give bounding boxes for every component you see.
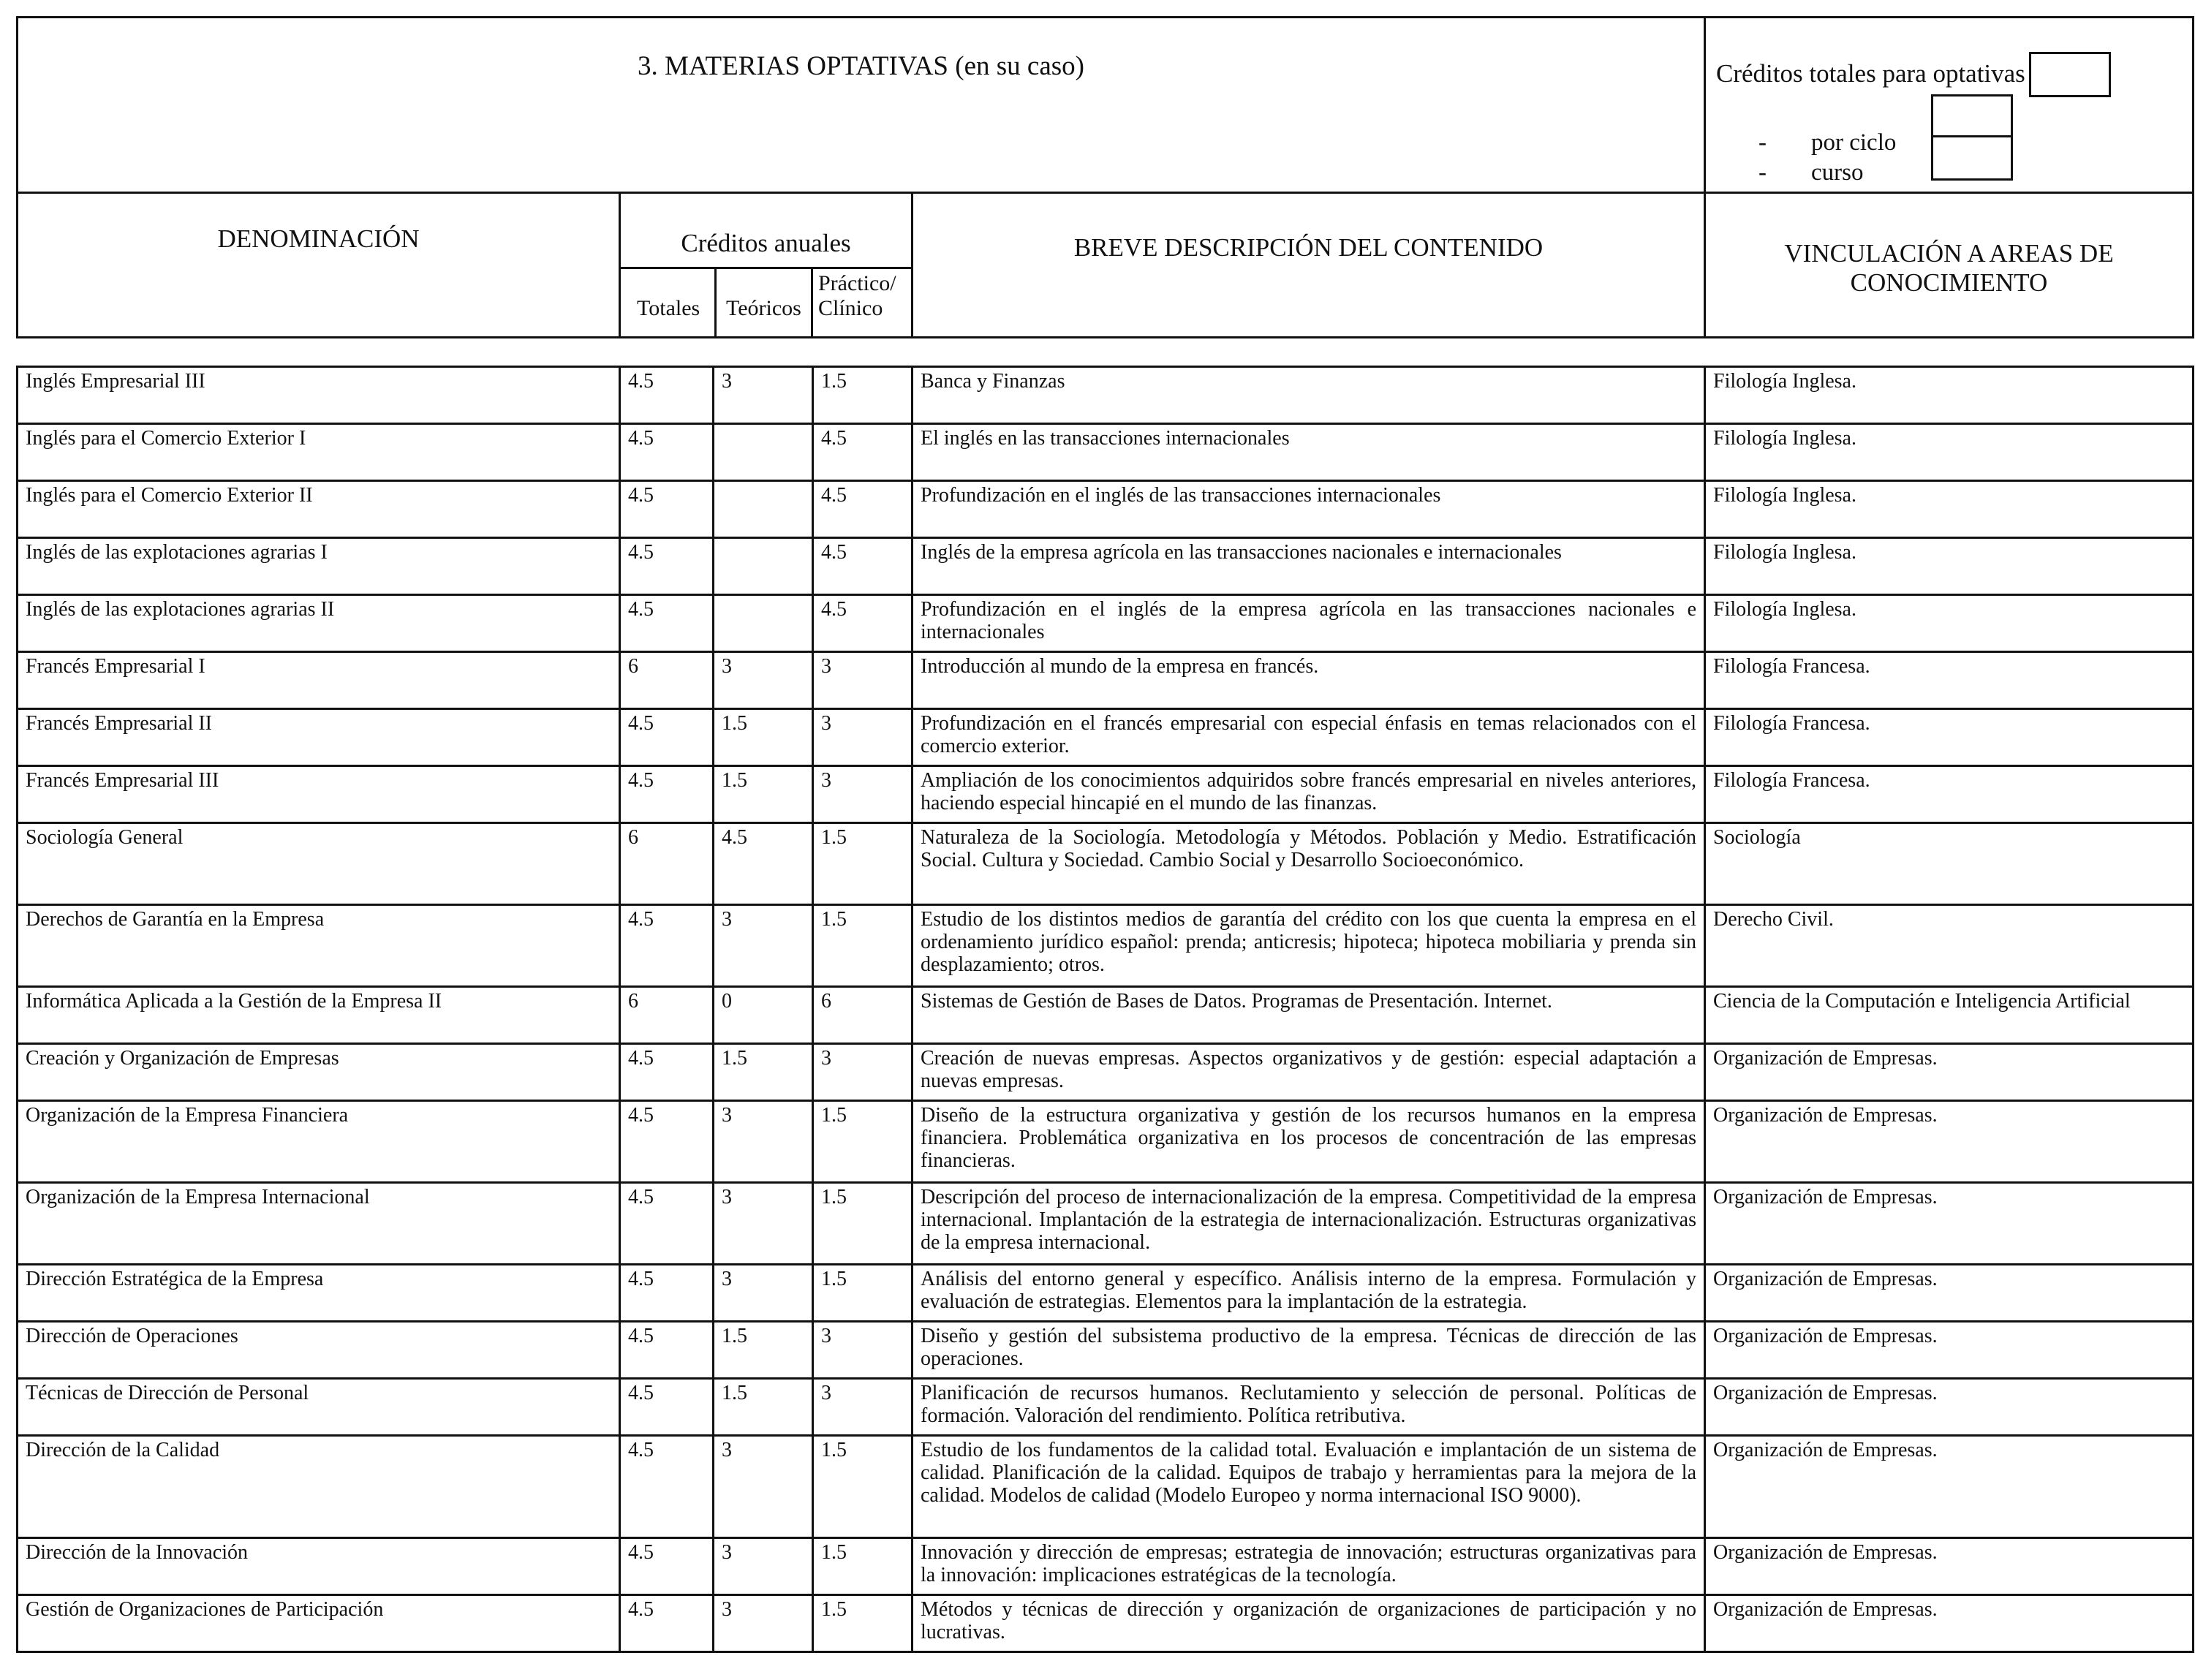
knowledge-area: Organización de Empresas. (1705, 1101, 2194, 1183)
credits-totales: 4.5 (620, 1044, 714, 1101)
credits-practicos: 1.5 (813, 1101, 913, 1183)
credits-teoricos (714, 481, 813, 538)
subject-description: Planificación de recursos humanos. Reclutamiento y selección de personal. Políticas de formación. Valoración del rendimiento. Política retributiva. (913, 1379, 1705, 1436)
credits-totales: 4.5 (620, 1101, 714, 1183)
credits-practicos: 1.5 (813, 823, 913, 905)
table-row (18, 709, 2194, 766)
table-row (18, 1436, 2194, 1538)
credits-totales: 4.5 (620, 367, 714, 424)
divider (621, 267, 911, 269)
table-row (18, 1322, 2194, 1379)
table-row (18, 987, 2194, 1044)
creditos-totales-box (2029, 52, 2111, 97)
credits-teoricos: 0 (714, 987, 813, 1044)
subject-description: Introducción al mundo de la empresa en francés. (913, 652, 1705, 709)
credits-totales: 4.5 (620, 1538, 714, 1595)
credits-practicos: 1.5 (813, 367, 913, 424)
col-creditos-anuales (620, 193, 913, 338)
credits-totales: 4.5 (620, 1322, 714, 1379)
subject-description: Diseño y gestión del subsistema productivo de la empresa. Técnicas de dirección de las operaciones. (913, 1322, 1705, 1379)
table-row (18, 367, 2194, 424)
header-table (16, 16, 2192, 336)
credits-teoricos: 3 (714, 652, 813, 709)
knowledge-area: Organización de Empresas. (1705, 1265, 2194, 1322)
subject-description: Profundización en el inglés de las transacciones internacionales (913, 481, 1705, 538)
section-title: 3. MATERIAS OPTATIVAS (en su caso) (638, 51, 1084, 81)
subjects-table (16, 366, 2192, 1653)
subject-name: Inglés de las explotaciones agrarias II (18, 595, 620, 652)
knowledge-area: Sociología (1705, 823, 2194, 905)
credits-teoricos: 3 (714, 1183, 813, 1265)
knowledge-area: Organización de Empresas. (1705, 1044, 2194, 1101)
subject-description: Métodos y técnicas de dirección y organización de organizaciones de participación y no lucrativas. (913, 1595, 1705, 1652)
subject-name: Dirección de Operaciones (18, 1322, 620, 1379)
credits-teoricos: 3 (714, 1436, 813, 1538)
credits-teoricos: 1.5 (714, 1379, 813, 1436)
subject-name: Sociología General (18, 823, 620, 905)
title-cell (18, 18, 1705, 193)
table-row (18, 1044, 2194, 1101)
credits-practicos: 4.5 (813, 538, 913, 595)
subject-description: Ampliación de los conocimientos adquiridos sobre francés empresarial en niveles anteriores, haciendo especial hincapié en el mundo de las finanzas. (913, 766, 1705, 823)
credits-practicos: 4.5 (813, 595, 913, 652)
credits-summary-cell (1705, 18, 2194, 193)
knowledge-area: Filología Francesa. (1705, 709, 2194, 766)
credits-totales: 4.5 (620, 481, 714, 538)
credits-practicos: 3 (813, 1044, 913, 1101)
subjects-table-body (18, 367, 2194, 1652)
knowledge-area: Organización de Empresas. (1705, 1538, 2194, 1595)
credits-practicos: 4.5 (813, 424, 913, 481)
credits-practicos: 1.5 (813, 1595, 913, 1652)
table-row (18, 595, 2194, 652)
subject-name: Francés Empresarial II (18, 709, 620, 766)
table-row (18, 766, 2194, 823)
credits-teoricos: 3 (714, 1538, 813, 1595)
credits-totales: 4.5 (620, 1595, 714, 1652)
knowledge-area: Filología Inglesa. (1705, 538, 2194, 595)
subject-name: Gestión de Organizaciones de Participación (18, 1595, 620, 1652)
knowledge-area: Filología Francesa. (1705, 766, 2194, 823)
ciclo-curso-labels (1758, 128, 1896, 188)
knowledge-area: Organización de Empresas. (1705, 1379, 2194, 1436)
subject-name: Inglés de las explotaciones agrarias I (18, 538, 620, 595)
subject-description: Profundización en el inglés de la empresa agrícola en las transacciones nacionales e internacionales (913, 595, 1705, 652)
por-ciclo-label: por ciclo (1811, 129, 1897, 156)
subject-description: Banca y Finanzas (913, 367, 1705, 424)
table-row (18, 424, 2194, 481)
credits-teoricos: 3 (714, 367, 813, 424)
subject-description: Estudio de los distintos medios de garantía del crédito con los que cuenta la empresa en el ordenamiento jurídico español: prenda; anticresis; hipoteca; hipoteca mobiliaria y prenda sin desplazamiento; otros. (913, 905, 1705, 987)
subject-name: Dirección Estratégica de la Empresa (18, 1265, 620, 1322)
credits-practicos: 3 (813, 709, 913, 766)
credits-practicos: 6 (813, 987, 913, 1044)
subject-name: Francés Empresarial I (18, 652, 620, 709)
knowledge-area: Filología Inglesa. (1705, 481, 2194, 538)
knowledge-area: Organización de Empresas. (1705, 1183, 2194, 1265)
table-row (18, 823, 2194, 905)
subject-name: Dirección de la Innovación (18, 1538, 620, 1595)
credits-practicos: 3 (813, 766, 913, 823)
credits-practicos: 1.5 (813, 905, 913, 987)
credits-teoricos: 3 (714, 1265, 813, 1322)
subject-name: Organización de la Empresa Financiera (18, 1101, 620, 1183)
col-denominacion: DENOMINACIÓN (18, 193, 620, 338)
subject-name: Organización de la Empresa Internacional (18, 1183, 620, 1265)
table-row (18, 538, 2194, 595)
knowledge-area: Organización de Empresas. (1705, 1436, 2194, 1538)
subject-description: Creación de nuevas empresas. Aspectos organizativos y de gestión: especial adaptación a nuevas empresas. (913, 1044, 1705, 1101)
subject-description: El inglés en las transacciones internacionales (913, 424, 1705, 481)
col-practico: Práctico/ Clínico (818, 271, 896, 320)
subject-description: Estudio de los fundamentos de la calidad total. Evaluación e implantación de un sistema de calidad. Planificación de la calidad. Equipos de trabajo y herramientas para la mejora de la calidad. Modelos de calidad (Modelo Europeo y norma internacional ISO 9000). (913, 1436, 1705, 1538)
creditos-anuales-label: Créditos anuales (681, 229, 851, 257)
credits-totales: 6 (620, 987, 714, 1044)
subject-name: Informática Aplicada a la Gestión de la Empresa II (18, 987, 620, 1044)
credits-teoricos: 1.5 (714, 766, 813, 823)
table-row (18, 652, 2194, 709)
subject-name: Dirección de la Calidad (18, 1436, 620, 1538)
subject-description: Sistemas de Gestión de Bases de Datos. Programas de Presentación. Internet. (913, 987, 1705, 1044)
credits-totales: 4.5 (620, 766, 714, 823)
credits-totales: 4.5 (620, 595, 714, 652)
table-row (18, 905, 2194, 987)
subject-name: Inglés para el Comercio Exterior I (18, 424, 620, 481)
table-row (18, 1265, 2194, 1322)
col-vinculacion: VINCULACIÓN A AREAS DE CONOCIMIENTO (1705, 193, 2194, 338)
creditos-totales-label: Créditos totales para optativas (1716, 59, 2025, 88)
knowledge-area: Ciencia de la Computación e Inteligencia Artificial (1705, 987, 2194, 1044)
credits-practicos: 3 (813, 652, 913, 709)
credits-teoricos: 1.5 (714, 709, 813, 766)
subject-description: Diseño de la estructura organizativa y gestión de los recursos humanos en la empresa financiera. Problemática organizativa en los procesos de concentración de las empresas financieras. (913, 1101, 1705, 1183)
subject-name: Creación y Organización de Empresas (18, 1044, 620, 1101)
table-row (18, 1595, 2194, 1652)
subject-name: Derechos de Garantía en la Empresa (18, 905, 620, 987)
por-ciclo-box (1931, 94, 2013, 140)
knowledge-area: Derecho Civil. (1705, 905, 2194, 987)
credits-teoricos (714, 538, 813, 595)
subject-name: Inglés para el Comercio Exterior II (18, 481, 620, 538)
subject-description: Descripción del proceso de internacionalización de la empresa. Competitividad de la empresa internacional. Implantación de la estrategia de internacionalización. Estructuras organizativas de la empresa internacional. (913, 1183, 1705, 1265)
credits-totales: 4.5 (620, 1183, 714, 1265)
credits-totales: 6 (620, 823, 714, 905)
credits-totales: 4.5 (620, 424, 714, 481)
credits-totales: 4.5 (620, 538, 714, 595)
subject-name: Técnicas de Dirección de Personal (18, 1379, 620, 1436)
divider (811, 267, 813, 336)
subject-description: Análisis del entorno general y específico. Análisis interno de la empresa. Formulación y evaluación de estrategias. Elementos para la implantación de la estrategia. (913, 1265, 1705, 1322)
credits-teoricos: 4.5 (714, 823, 813, 905)
knowledge-area: Filología Inglesa. (1705, 595, 2194, 652)
subject-description: Inglés de la empresa agrícola en las transacciones nacionales e internacionales (913, 538, 1705, 595)
credits-totales: 4.5 (620, 1265, 714, 1322)
credits-totales: 4.5 (620, 709, 714, 766)
credits-practicos: 1.5 (813, 1538, 913, 1595)
table-row (18, 1183, 2194, 1265)
credits-teoricos: 1.5 (714, 1044, 813, 1101)
curso-label: curso (1811, 159, 1864, 186)
credits-practicos: 1.5 (813, 1183, 913, 1265)
table-row (18, 1101, 2194, 1183)
knowledge-area: Filología Inglesa. (1705, 424, 2194, 481)
credits-teoricos (714, 424, 813, 481)
table-row (18, 1538, 2194, 1595)
credits-teoricos (714, 595, 813, 652)
col-teoricos: Teóricos (726, 296, 801, 320)
credits-practicos: 3 (813, 1379, 913, 1436)
subject-name: Francés Empresarial III (18, 766, 620, 823)
knowledge-area: Filología Inglesa. (1705, 367, 2194, 424)
credits-totales: 4.5 (620, 1436, 714, 1538)
curso-box (1931, 135, 2013, 181)
credits-practicos: 1.5 (813, 1436, 913, 1538)
dash: - (1758, 159, 1767, 186)
credits-totales: 4.5 (620, 905, 714, 987)
table-row (18, 1379, 2194, 1436)
credits-teoricos: 3 (714, 1595, 813, 1652)
credits-teoricos: 3 (714, 1101, 813, 1183)
subject-description: Naturaleza de la Sociología. Metodología y Métodos. Población y Medio. Estratificación Social. Cultura y Sociedad. Cambio Social y Desarrollo Socioeconómico. (913, 823, 1705, 905)
table-row (18, 481, 2194, 538)
dash: - (1758, 129, 1767, 156)
divider (714, 267, 717, 336)
knowledge-area: Organización de Empresas. (1705, 1595, 2194, 1652)
credits-totales: 4.5 (620, 1379, 714, 1436)
knowledge-area: Organización de Empresas. (1705, 1322, 2194, 1379)
subject-description: Innovación y dirección de empresas; estrategia de innovación; estructuras organizativas para la innovación: implicaciones estratégicas de la tecnología. (913, 1538, 1705, 1595)
col-descripcion: BREVE DESCRIPCIÓN DEL CONTENIDO (913, 193, 1705, 338)
subject-name: Inglés Empresarial III (18, 367, 620, 424)
col-totales: Totales (637, 296, 700, 320)
subject-description: Profundización en el francés empresarial con especial énfasis en temas relacionados con el comercio exterior. (913, 709, 1705, 766)
credits-practicos: 3 (813, 1322, 913, 1379)
credits-teoricos: 1.5 (714, 1322, 813, 1379)
credits-practicos: 4.5 (813, 481, 913, 538)
knowledge-area: Filología Francesa. (1705, 652, 2194, 709)
credits-teoricos: 3 (714, 905, 813, 987)
credits-totales: 6 (620, 652, 714, 709)
credits-practicos: 1.5 (813, 1265, 913, 1322)
